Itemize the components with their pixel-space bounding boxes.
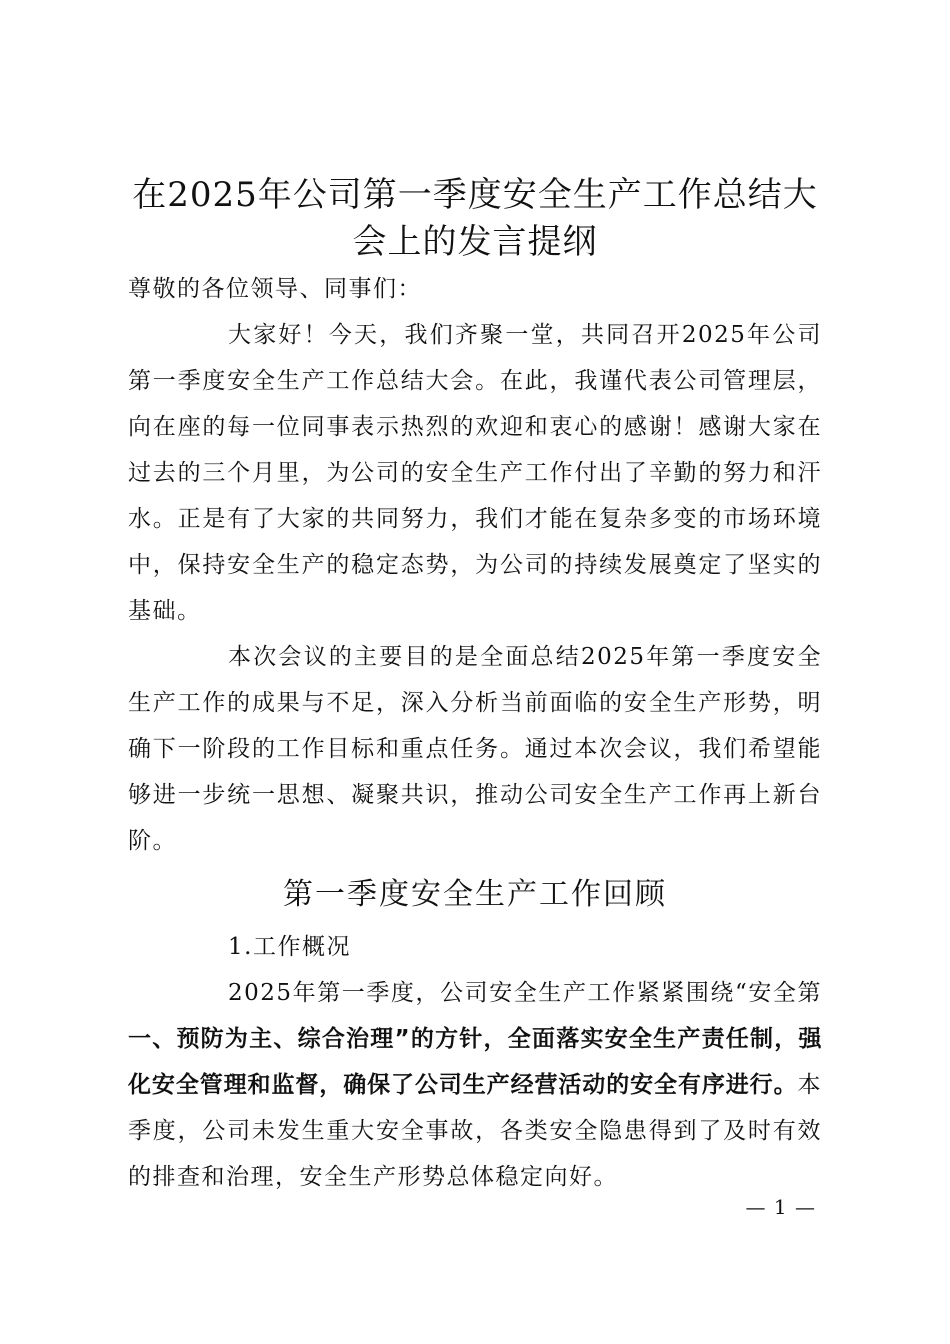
section-heading: 第一季度安全生产工作回顾 bbox=[283, 877, 667, 912]
section-paragraph-bold: 一、预防为主、综合治理”的方针，全面落实安全生产责任制，强化安全管理和监督，确保了公司生产经营活动的安全有序进行。 bbox=[128, 1026, 822, 1098]
section-paragraph bbox=[128, 970, 822, 1200]
intro-paragraph-1: 大家好！今天，我们齐聚一堂，共同召开2025年公司第一季度安全生产工作总结大会。在此，我谨代表公司管理层，向在座的每一位同事表示热烈的欢迎和衷心的感谢！感谢大家在过去的三个月里，为公司的安全生产工作付出了辛勤的努力和汗水。正是有了大家的共同努力，我们才能在复杂多变的市场环境中，保持安全生产的稳定态势，为公司的持续发展奠定了坚实的基础。 bbox=[128, 322, 822, 624]
document-page bbox=[128, 172, 822, 1200]
salutation: 尊敬的各位领导、同事们： bbox=[128, 276, 422, 302]
intro-paragraph-2: 本次会议的主要目的是全面总结2025年第一季度安全生产工作的成果与不足，深入分析当前面临的安全生产形势，明确下一阶段的工作目标和重点任务。通过本次会议，我们希望能够进一步统一思想、凝聚共识，推动公司安全生产工作再上新台阶。 bbox=[128, 644, 822, 854]
page-number: — 1 — bbox=[745, 1195, 816, 1219]
section-paragraph-end: 本季度，公司未发生重大安全事故，各类安全隐患得到了及时有效的排查和治理，安全生产形势总体稳定向好。 bbox=[128, 1072, 822, 1190]
document-title: 在2025年公司第一季度安全生产工作总结大会上的发言提纲 bbox=[132, 175, 818, 262]
section-subheading: 1.工作概况 bbox=[228, 934, 351, 960]
section-paragraph-start: 2025年第一季度，公司安全生产工作紧紧围绕“安全第 bbox=[228, 980, 822, 1006]
